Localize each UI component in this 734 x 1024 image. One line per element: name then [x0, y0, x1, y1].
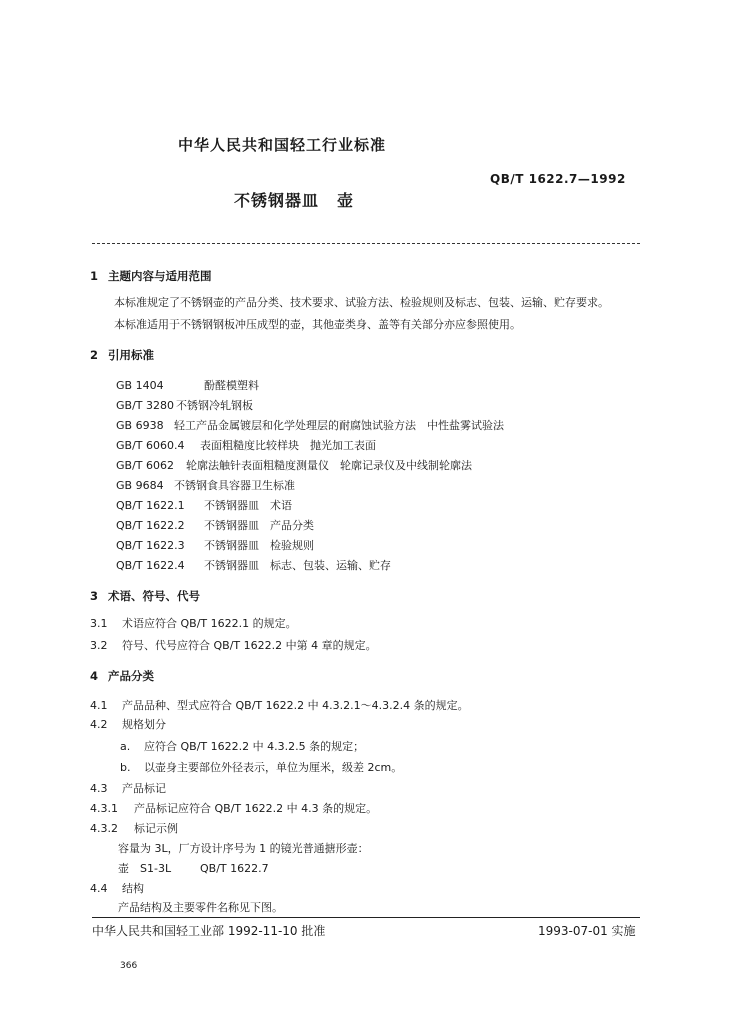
list-label: b. — [120, 761, 131, 774]
section-4-num: 4 — [90, 669, 99, 683]
page-number: 366 — [120, 961, 138, 971]
reference-item — [116, 477, 295, 493]
clause-text: 结构 — [122, 882, 144, 895]
title-main: 不锈钢器皿 — [234, 191, 320, 210]
clause-number: 3.2 — [90, 639, 108, 652]
effective-date: 1993-07-01 实施 — [538, 924, 636, 938]
clause-number: 4.4 — [90, 882, 108, 895]
list-item-a — [120, 738, 364, 754]
reference-code: QB/T 1622.3 — [116, 539, 185, 552]
standard-number: QB/T 1622.7—1992 — [490, 172, 626, 186]
section-2-title: 引用标准 — [108, 348, 154, 362]
reference-item — [116, 397, 253, 413]
clause-text: 标记示例 — [134, 822, 178, 835]
reference-item — [116, 497, 292, 513]
clause-text: 术语应符合 QB/T 1622.1 的规定。 — [122, 617, 297, 630]
reference-item — [116, 377, 259, 393]
section-4-heading — [90, 668, 154, 684]
clause-4-4-text: 产品结构及主要零件名称见下图。 — [118, 901, 283, 914]
list-text: 以壶身主要部位外径表示，单位为厘米，级差 2cm。 — [144, 761, 403, 774]
section-1-paragraph-1: 本标准规定了不锈钢壶的产品分类、技术要求、试验方法、检验规则及标志、包装、运输、贮存要求。 — [114, 296, 609, 309]
reference-code: GB 6938 — [116, 419, 164, 432]
reference-item — [116, 557, 391, 573]
clause-number: 4.1 — [90, 699, 108, 712]
reference-code: GB/T 6062 — [116, 459, 174, 472]
approval-note: 中华人民共和国轻工业部 1992-11-10 批准 — [92, 924, 326, 938]
clause-number: 4.3 — [90, 782, 108, 795]
clause-4-1 — [90, 697, 469, 713]
section-1-heading — [90, 268, 212, 284]
section-3-heading — [90, 588, 200, 604]
section-3-num: 3 — [90, 589, 99, 603]
list-label: a. — [120, 740, 131, 753]
example-mark: 壶 S1-3L — [118, 862, 172, 875]
reference-title: 不锈钢冷轧钢板 — [176, 399, 253, 412]
reference-title: 轮廓法触针表面粗糙度测量仪 轮廓记录仪及中线制轮廓法 — [186, 459, 472, 472]
clause-number: 3.1 — [90, 617, 108, 630]
reference-item — [116, 417, 504, 433]
reference-title: 不锈钢器皿 术语 — [204, 499, 292, 512]
section-1-num: 1 — [90, 269, 99, 283]
section-1-paragraph-2: 本标准适用于不锈钢钢板冲压成型的壶，其他壶类身、盖等有关部分亦应参照使用。 — [114, 318, 521, 331]
reference-item — [116, 457, 472, 473]
example-line-2 — [118, 860, 269, 876]
clause-text: 产品标记 — [122, 782, 166, 795]
list-text: 应符合 QB/T 1622.2 中 4.3.2.5 条的规定； — [144, 740, 365, 753]
example-standard: QB/T 1622.7 — [200, 862, 269, 875]
header-rule — [92, 243, 640, 244]
reference-code: GB/T 6060.4 — [116, 439, 185, 452]
title-sub: 壶 — [337, 191, 355, 210]
clause-number: 4.3.1 — [90, 802, 118, 815]
clause-4-3-2 — [90, 820, 178, 836]
clause-4-2 — [90, 716, 166, 732]
reference-title: 表面粗糙度比较样块 抛光加工表面 — [200, 439, 376, 452]
clause-4-3 — [90, 780, 166, 796]
reference-title: 不锈钢器皿 标志、包装、运输、贮存 — [204, 559, 391, 572]
clause-3-1 — [90, 615, 297, 631]
reference-item — [116, 437, 376, 453]
reference-code: QB/T 1622.4 — [116, 559, 185, 572]
clause-text: 符号、代号应符合 QB/T 1622.2 中第 4 章的规定。 — [122, 639, 377, 652]
clause-3-2 — [90, 637, 377, 653]
reference-code: GB 9684 — [116, 479, 164, 492]
section-3-title: 术语、符号、代号 — [108, 589, 200, 603]
clause-text: 规格划分 — [122, 718, 166, 731]
issuer-title: 中华人民共和国轻工行业标准 — [178, 136, 387, 154]
section-2-heading — [90, 347, 154, 363]
section-4-title: 产品分类 — [108, 669, 154, 683]
list-item-b — [120, 759, 402, 775]
reference-title: 轻工产品金属镀层和化学处理层的耐腐蚀试验方法 中性盐雾试验法 — [174, 419, 504, 432]
footer-rule — [92, 917, 640, 918]
reference-code: GB/T 3280 — [116, 399, 174, 412]
example-line-1: 容量为 3L，厂方设计序号为 1 的镜光普通搪形壶： — [118, 842, 369, 855]
reference-title: 不锈钢器皿 检验规则 — [204, 539, 314, 552]
section-1-title: 主题内容与适用范围 — [108, 269, 212, 283]
reference-item — [116, 537, 314, 553]
clause-4-4 — [90, 880, 144, 896]
reference-title: 不锈钢食具容器卫生标准 — [174, 479, 295, 492]
reference-code: QB/T 1622.2 — [116, 519, 185, 532]
section-2-num: 2 — [90, 348, 99, 362]
clause-text: 产品标记应符合 QB/T 1622.2 中 4.3 条的规定。 — [134, 802, 378, 815]
clause-number: 4.3.2 — [90, 822, 118, 835]
clause-number: 4.2 — [90, 718, 108, 731]
reference-item — [116, 517, 314, 533]
clause-4-3-1 — [90, 800, 377, 816]
document-title — [234, 188, 354, 211]
reference-code: GB 1404 — [116, 379, 164, 392]
reference-title: 不锈钢器皿 产品分类 — [204, 519, 314, 532]
clause-text: 产品品种、型式应符合 QB/T 1622.2 中 4.3.2.1～4.3.2.4 条的规定。 — [122, 699, 469, 712]
reference-title: 酚醛模塑料 — [204, 379, 259, 392]
reference-code: QB/T 1622.1 — [116, 499, 185, 512]
